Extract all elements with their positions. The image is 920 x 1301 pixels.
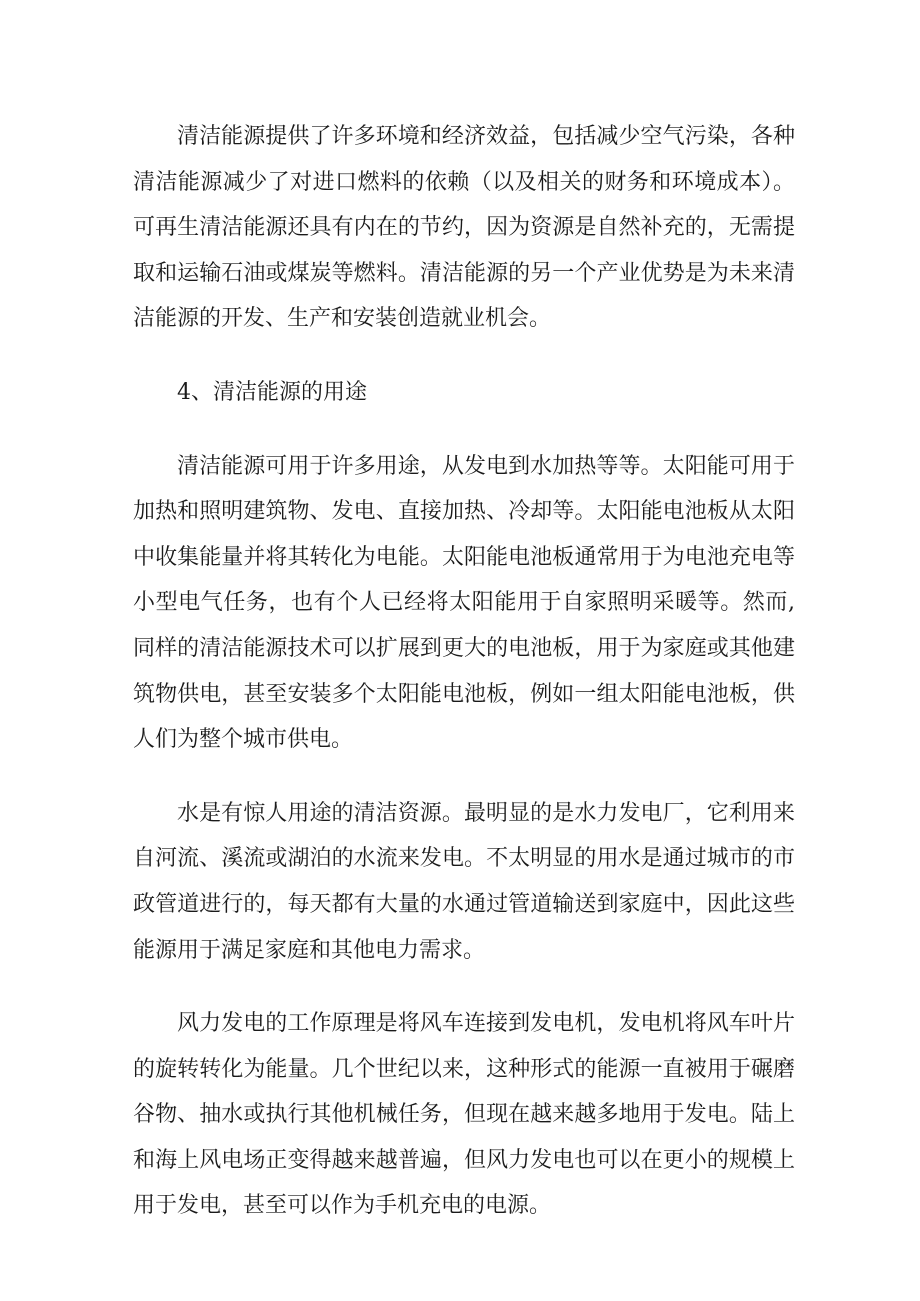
paragraph-clean-energy-benefits: 清洁能源提供了许多环境和经济效益，包括减少空气污染，各种清洁能源减少了对进口燃料的依赖（以及相关的财务和环境成本）。可再生清洁能源还具有内在的节约，因为资源是自然补充的，无需提取和运输石油或煤炭等燃料。清洁能源的另一个产业优势是为未来清洁能源的开发、生产和安装创造就业机会。 bbox=[133, 124, 795, 332]
paragraph-solar-uses: 清洁能源可用于许多用途，从发电到水加热等等。太阳能可用于加热和照明建筑物、发电、直接加热、冷却等。太阳能电池板从太阳中收集能量并将其转化为电能。太阳能电池板通常用于为电池充电等小型电气任务，也有个人已经将太阳能用于自家照明采暖等。然而,同样的清洁能源技术可以扩展到更大的电池板，用于为家庭或其他建筑物供电，甚至安装多个太阳能电池板，例如一组太阳能电池板，供人们为整个城市供电。 bbox=[133, 453, 795, 753]
paragraph-wind-uses: 风力发电的工作原理是将风车连接到发电机，发电机将风车叶片的旋转转化为能量。几个世纪以来，这种形式的能源一直被用于碾磨谷物、抽水或执行其他机械任务，但现在越来越多地用于发电。陆上和海上风电场正变得越来越普遍，但风力发电也可以在更小的规模上用于发电，甚至可以作为手机充电的电源。 bbox=[133, 1011, 795, 1219]
section-heading-uses: 4、清洁能源的用途 bbox=[177, 379, 367, 405]
paragraph-water-uses: 水是有惊人用途的清洁资源。最明显的是水力发电厂，它利用来自河流、溪流或湖泊的水流来发电。不太明显的用水是通过城市的市政管道进行的，每天都有大量的水通过管道输送到家庭中，因此这些能源用于满足家庭和其他电力需求。 bbox=[133, 800, 795, 963]
document-page bbox=[133, 114, 795, 1264]
